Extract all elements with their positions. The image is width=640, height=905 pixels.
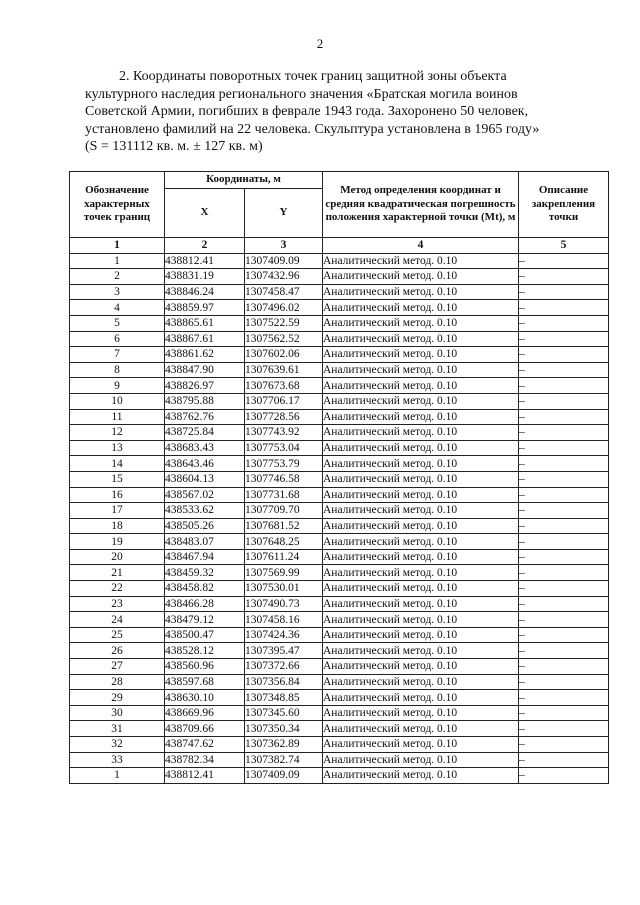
- table-row: [70, 347, 609, 363]
- x-coordinate-cell: 438725.84: [165, 425, 245, 441]
- method-cell: Аналитический метод. 0.10: [323, 440, 519, 456]
- point-number-cell: 7: [70, 347, 165, 363]
- header-y: Y: [245, 189, 323, 238]
- table-row: [70, 331, 609, 347]
- point-number-cell: 29: [70, 690, 165, 706]
- method-cell: Аналитический метод. 0.10: [323, 503, 519, 519]
- x-coordinate-cell: 438846.24: [165, 284, 245, 300]
- point-number-cell: 13: [70, 440, 165, 456]
- method-cell: Аналитический метод. 0.10: [323, 549, 519, 565]
- y-coordinate-cell: 1307639.61: [245, 362, 323, 378]
- method-cell: Аналитический метод. 0.10: [323, 752, 519, 768]
- table-row: [70, 440, 609, 456]
- method-cell: Аналитический метод. 0.10: [323, 768, 519, 784]
- x-coordinate-cell: 438847.90: [165, 362, 245, 378]
- y-coordinate-cell: 1307409.09: [245, 253, 323, 269]
- y-coordinate-cell: 1307345.60: [245, 705, 323, 721]
- heading-line: установлено фамилий на 22 человека. Скульптура установлена в 1965 году»: [85, 121, 540, 137]
- x-coordinate-cell: 438466.28: [165, 596, 245, 612]
- method-cell: Аналитический метод. 0.10: [323, 596, 519, 612]
- table-row: [70, 315, 609, 331]
- table-row: [70, 690, 609, 706]
- table-row: [70, 752, 609, 768]
- table-row: [70, 705, 609, 721]
- point-number-cell: 9: [70, 378, 165, 394]
- table-row: [70, 612, 609, 628]
- x-coordinate-cell: 438683.43: [165, 440, 245, 456]
- x-coordinate-cell: 438812.41: [165, 253, 245, 269]
- description-cell: –: [519, 503, 609, 519]
- x-coordinate-cell: 438867.61: [165, 331, 245, 347]
- point-number-cell: 11: [70, 409, 165, 425]
- x-coordinate-cell: 438604.13: [165, 471, 245, 487]
- table-row: [70, 659, 609, 675]
- y-coordinate-cell: 1307648.25: [245, 534, 323, 550]
- method-cell: Аналитический метод. 0.10: [323, 690, 519, 706]
- x-coordinate-cell: 438467.94: [165, 549, 245, 565]
- table-row: [70, 378, 609, 394]
- column-numbers-row: [70, 238, 609, 254]
- header-x: X: [165, 189, 245, 238]
- table-row: [70, 518, 609, 534]
- description-cell: –: [519, 253, 609, 269]
- table-row: [70, 581, 609, 597]
- method-cell: Аналитический метод. 0.10: [323, 269, 519, 285]
- point-number-cell: 30: [70, 705, 165, 721]
- y-coordinate-cell: 1307522.59: [245, 315, 323, 331]
- description-cell: –: [519, 440, 609, 456]
- point-number-cell: 31: [70, 721, 165, 737]
- point-number-cell: 25: [70, 627, 165, 643]
- method-cell: Аналитический метод. 0.10: [323, 627, 519, 643]
- method-cell: Аналитический метод. 0.10: [323, 347, 519, 363]
- point-number-cell: 5: [70, 315, 165, 331]
- column-number: 3: [245, 238, 323, 254]
- x-coordinate-cell: 438709.66: [165, 721, 245, 737]
- method-cell: Аналитический метод. 0.10: [323, 581, 519, 597]
- table-row: [70, 674, 609, 690]
- description-cell: –: [519, 690, 609, 706]
- table-row: [70, 409, 609, 425]
- point-number-cell: 3: [70, 284, 165, 300]
- point-number-cell: 1: [70, 768, 165, 784]
- point-number-cell: 15: [70, 471, 165, 487]
- heading-line: культурного наследия регионального значения «Братская могила воинов: [85, 86, 518, 102]
- description-cell: –: [519, 456, 609, 472]
- x-coordinate-cell: 438812.41: [165, 768, 245, 784]
- table-row: [70, 269, 609, 285]
- method-cell: Аналитический метод. 0.10: [323, 674, 519, 690]
- table-row: [70, 721, 609, 737]
- method-cell: Аналитический метод. 0.10: [323, 612, 519, 628]
- point-number-cell: 21: [70, 565, 165, 581]
- x-coordinate-cell: 438567.02: [165, 487, 245, 503]
- y-coordinate-cell: 1307350.34: [245, 721, 323, 737]
- point-number-cell: 33: [70, 752, 165, 768]
- description-cell: –: [519, 581, 609, 597]
- method-cell: Аналитический метод. 0.10: [323, 331, 519, 347]
- column-number: 2: [165, 238, 245, 254]
- x-coordinate-cell: 438560.96: [165, 659, 245, 675]
- x-coordinate-cell: 438630.10: [165, 690, 245, 706]
- description-cell: –: [519, 378, 609, 394]
- x-coordinate-cell: 438533.62: [165, 503, 245, 519]
- description-cell: –: [519, 627, 609, 643]
- x-coordinate-cell: 438459.32: [165, 565, 245, 581]
- method-cell: Аналитический метод. 0.10: [323, 721, 519, 737]
- y-coordinate-cell: 1307458.16: [245, 612, 323, 628]
- method-cell: Аналитический метод. 0.10: [323, 471, 519, 487]
- point-number-cell: 16: [70, 487, 165, 503]
- page-number: 2: [316, 36, 324, 51]
- y-coordinate-cell: 1307753.04: [245, 440, 323, 456]
- y-coordinate-cell: 1307569.99: [245, 565, 323, 581]
- point-number-cell: 27: [70, 659, 165, 675]
- x-coordinate-cell: 438865.61: [165, 315, 245, 331]
- description-cell: –: [519, 269, 609, 285]
- point-number-cell: 2: [70, 269, 165, 285]
- y-coordinate-cell: 1307743.92: [245, 425, 323, 441]
- y-coordinate-cell: 1307709.70: [245, 503, 323, 519]
- y-coordinate-cell: 1307372.66: [245, 659, 323, 675]
- point-number-cell: 32: [70, 737, 165, 753]
- method-cell: Аналитический метод. 0.10: [323, 362, 519, 378]
- table-row: [70, 362, 609, 378]
- x-coordinate-cell: 438483.07: [165, 534, 245, 550]
- table-row: [70, 768, 609, 784]
- point-number-cell: 1: [70, 253, 165, 269]
- table-row: [70, 393, 609, 409]
- x-coordinate-cell: 438762.76: [165, 409, 245, 425]
- point-number-cell: 8: [70, 362, 165, 378]
- method-cell: Аналитический метод. 0.10: [323, 534, 519, 550]
- x-coordinate-cell: 438458.82: [165, 581, 245, 597]
- x-coordinate-cell: 438861.62: [165, 347, 245, 363]
- column-number: 4: [323, 238, 519, 254]
- y-coordinate-cell: 1307432.96: [245, 269, 323, 285]
- y-coordinate-cell: 1307706.17: [245, 393, 323, 409]
- table-row: [70, 284, 609, 300]
- description-cell: –: [519, 674, 609, 690]
- x-coordinate-cell: 438643.46: [165, 456, 245, 472]
- point-number-cell: 10: [70, 393, 165, 409]
- y-coordinate-cell: 1307409.09: [245, 768, 323, 784]
- y-coordinate-cell: 1307681.52: [245, 518, 323, 534]
- heading-line: Советской Армии, погибших в феврале 1943 года. Захоронено 50 человек,: [85, 104, 529, 119]
- point-number-cell: 26: [70, 643, 165, 659]
- coordinates-table: [69, 171, 609, 784]
- description-cell: –: [519, 565, 609, 581]
- table-row: [70, 300, 609, 316]
- method-cell: Аналитический метод. 0.10: [323, 378, 519, 394]
- table-row: [70, 596, 609, 612]
- description-cell: –: [519, 284, 609, 300]
- y-coordinate-cell: 1307611.24: [245, 549, 323, 565]
- description-cell: –: [519, 518, 609, 534]
- description-cell: –: [519, 331, 609, 347]
- header-description: Описание закрепления точки: [519, 172, 609, 238]
- method-cell: Аналитический метод. 0.10: [323, 425, 519, 441]
- x-coordinate-cell: 438747.62: [165, 737, 245, 753]
- point-number-cell: 28: [70, 674, 165, 690]
- y-coordinate-cell: 1307395.47: [245, 643, 323, 659]
- point-number-cell: 12: [70, 425, 165, 441]
- column-number: 5: [519, 238, 609, 254]
- description-cell: –: [519, 315, 609, 331]
- y-coordinate-cell: 1307348.85: [245, 690, 323, 706]
- method-cell: Аналитический метод. 0.10: [323, 659, 519, 675]
- y-coordinate-cell: 1307728.56: [245, 409, 323, 425]
- table-row: [70, 471, 609, 487]
- y-coordinate-cell: 1307530.01: [245, 581, 323, 597]
- method-cell: Аналитический метод. 0.10: [323, 456, 519, 472]
- y-coordinate-cell: 1307602.06: [245, 347, 323, 363]
- point-number-cell: 14: [70, 456, 165, 472]
- description-cell: –: [519, 659, 609, 675]
- point-number-cell: 24: [70, 612, 165, 628]
- x-coordinate-cell: 438500.47: [165, 627, 245, 643]
- description-cell: –: [519, 362, 609, 378]
- header-point-designation: Обозначение характерных точек границ: [70, 172, 165, 238]
- y-coordinate-cell: 1307458.47: [245, 284, 323, 300]
- method-cell: Аналитический метод. 0.10: [323, 409, 519, 425]
- point-number-cell: 19: [70, 534, 165, 550]
- y-coordinate-cell: 1307490.73: [245, 596, 323, 612]
- table-row: [70, 456, 609, 472]
- x-coordinate-cell: 438831.19: [165, 269, 245, 285]
- description-cell: –: [519, 768, 609, 784]
- point-number-cell: 4: [70, 300, 165, 316]
- x-coordinate-cell: 438597.68: [165, 674, 245, 690]
- description-cell: –: [519, 752, 609, 768]
- table-row: [70, 627, 609, 643]
- description-cell: –: [519, 300, 609, 316]
- table-row: [70, 425, 609, 441]
- column-number: 1: [70, 238, 165, 254]
- description-cell: –: [519, 471, 609, 487]
- table-row: [70, 503, 609, 519]
- method-cell: Аналитический метод. 0.10: [323, 565, 519, 581]
- point-number-cell: 18: [70, 518, 165, 534]
- y-coordinate-cell: 1307673.68: [245, 378, 323, 394]
- description-cell: –: [519, 393, 609, 409]
- y-coordinate-cell: 1307424.36: [245, 627, 323, 643]
- point-number-cell: 17: [70, 503, 165, 519]
- header-coordinates: Координаты, м: [165, 172, 323, 189]
- y-coordinate-cell: 1307362.89: [245, 737, 323, 753]
- point-number-cell: 23: [70, 596, 165, 612]
- x-coordinate-cell: 438782.34: [165, 752, 245, 768]
- description-cell: –: [519, 409, 609, 425]
- table-row: [70, 565, 609, 581]
- x-coordinate-cell: 438505.26: [165, 518, 245, 534]
- method-cell: Аналитический метод. 0.10: [323, 284, 519, 300]
- description-cell: –: [519, 549, 609, 565]
- x-coordinate-cell: 438479.12: [165, 612, 245, 628]
- method-cell: Аналитический метод. 0.10: [323, 315, 519, 331]
- y-coordinate-cell: 1307356.84: [245, 674, 323, 690]
- description-cell: –: [519, 347, 609, 363]
- section-heading: [85, 68, 580, 156]
- description-cell: –: [519, 596, 609, 612]
- heading-line: 2. Координаты поворотных точек границ защитной зоны объекта: [119, 69, 507, 84]
- y-coordinate-cell: 1307496.02: [245, 300, 323, 316]
- x-coordinate-cell: 438795.88: [165, 393, 245, 409]
- table-row: [70, 737, 609, 753]
- point-number-cell: 22: [70, 581, 165, 597]
- method-cell: Аналитический метод. 0.10: [323, 253, 519, 269]
- y-coordinate-cell: 1307753.79: [245, 456, 323, 472]
- heading-line: (S = 131112 кв. м. ± 127 кв. м): [85, 139, 263, 154]
- method-cell: Аналитический метод. 0.10: [323, 737, 519, 753]
- table-row: [70, 487, 609, 503]
- method-cell: Аналитический метод. 0.10: [323, 705, 519, 721]
- description-cell: –: [519, 737, 609, 753]
- table-row: [70, 534, 609, 550]
- method-cell: Аналитический метод. 0.10: [323, 393, 519, 409]
- point-number-cell: 20: [70, 549, 165, 565]
- y-coordinate-cell: 1307746.58: [245, 471, 323, 487]
- y-coordinate-cell: 1307731.68: [245, 487, 323, 503]
- description-cell: –: [519, 487, 609, 503]
- method-cell: Аналитический метод. 0.10: [323, 518, 519, 534]
- y-coordinate-cell: 1307382.74: [245, 752, 323, 768]
- description-cell: –: [519, 643, 609, 659]
- table-row: [70, 549, 609, 565]
- description-cell: –: [519, 721, 609, 737]
- x-coordinate-cell: 438826.97: [165, 378, 245, 394]
- y-coordinate-cell: 1307562.52: [245, 331, 323, 347]
- description-cell: –: [519, 705, 609, 721]
- header-method: Метод определения координат и средняя квадратическая погрешность положения характерной точки (Mt), м: [323, 172, 519, 238]
- x-coordinate-cell: 438528.12: [165, 643, 245, 659]
- table-row: [70, 643, 609, 659]
- description-cell: –: [519, 534, 609, 550]
- x-coordinate-cell: 438669.96: [165, 705, 245, 721]
- x-coordinate-cell: 438859.97: [165, 300, 245, 316]
- point-number-cell: 6: [70, 331, 165, 347]
- description-cell: –: [519, 612, 609, 628]
- method-cell: Аналитический метод. 0.10: [323, 487, 519, 503]
- table-row: [70, 253, 609, 269]
- method-cell: Аналитический метод. 0.10: [323, 300, 519, 316]
- method-cell: Аналитический метод. 0.10: [323, 643, 519, 659]
- description-cell: –: [519, 425, 609, 441]
